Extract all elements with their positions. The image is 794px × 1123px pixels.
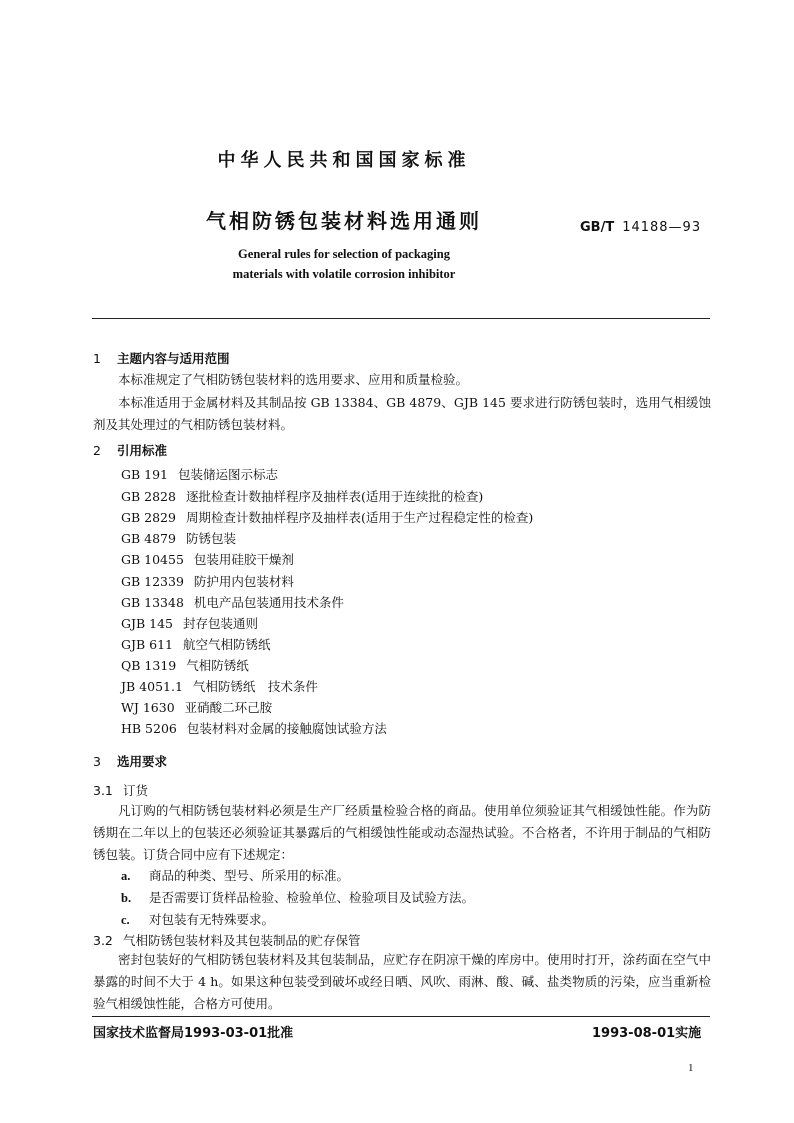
order-requirement-item: [121, 910, 274, 928]
reference-code: GB 2828: [121, 489, 176, 504]
section-1-number: 1: [93, 351, 101, 366]
reference-code: GB 4879: [121, 531, 176, 546]
reference-item: [121, 529, 236, 547]
reference-item: [121, 465, 278, 483]
subsection-3-2-para: 密封包装好的气相防锈包装材料及其包装制品，应贮存在阴凉干燥的库房中。使用时打开，涂药面在空气中暴露的时间不大于 4 h。如果这种包装受到破坏或经日晒、风吹、雨淋、酸、碱、盐类物质的污染，应当重新检验气相缓蚀性能，合格方可使用。: [93, 952, 711, 1011]
reference-title: 机电产品包装通用技术条件: [193, 595, 344, 610]
page-number: 1: [688, 1062, 694, 1074]
reference-item: [121, 614, 258, 632]
item-text: 对包装有无特殊要求。: [149, 912, 275, 927]
reference-code: GB 10455: [121, 552, 184, 567]
reference-title: 周期检查计数抽样程序及抽样表(适用于生产过程稳定性的检查): [185, 510, 534, 525]
reference-item: [121, 593, 344, 611]
reference-code: JB 4051.1: [121, 679, 183, 694]
standard-code-number: 14188—93: [622, 220, 702, 235]
section-3-heading: [93, 752, 167, 770]
english-title-line2: materials with volatile corrosion inhibitor: [232, 267, 456, 281]
section-1-title: 主题内容与适用范围: [117, 351, 230, 366]
reference-title: 气相防锈纸: [186, 658, 249, 673]
reference-item: [121, 550, 294, 568]
subsection-3-1-para: 凡订购的气相防锈包装材料必须是生产厂经质量检验合格的商品。使用单位须验证其气相缓蚀性能。作为防锈期在二年以上的包装还必须验证其暴露后的气相缓蚀性能或动态湿热试验。不合格者，不许用于制品的气相防锈包装。订货合同中应有下述规定：: [93, 803, 711, 862]
reference-title: 防锈包装: [185, 531, 236, 546]
reference-item: [121, 508, 533, 526]
reference-item: [121, 572, 294, 590]
reference-title: 航空气相防锈纸: [183, 637, 271, 652]
reference-title: 封存包装通则: [183, 616, 259, 631]
section-2-number: 2: [93, 443, 101, 458]
subsection-3-1-heading: [93, 781, 148, 799]
reference-title: 包装用硅胶干燥剂: [193, 552, 294, 567]
reference-item: [121, 677, 318, 695]
subsection-3-2-heading: [93, 931, 361, 949]
reference-item: [121, 656, 249, 674]
reference-title: 亚硝酸二环己胺: [184, 700, 273, 715]
section-3-number: 3: [93, 754, 101, 769]
reference-code: HB 5206: [121, 721, 177, 736]
reference-title: 气相防锈纸 技术条件: [192, 679, 318, 694]
subsection-3-2-title: 气相防锈包装材料及其包装制品的贮存保管: [123, 933, 361, 948]
reference-title: 防护用内包装材料: [193, 574, 294, 589]
subsection-3-1-title: 订货: [123, 783, 149, 798]
section-2-title: 引用标准: [117, 443, 168, 458]
document-title: 气相防锈包装材料选用通则: [206, 209, 482, 233]
standard-code-prefix: GB/T: [580, 220, 615, 235]
reference-code: GB 12339: [121, 574, 184, 589]
order-requirement-item: [121, 866, 349, 884]
item-text: 商品的种类、型号、所采用的标准。: [149, 868, 350, 883]
standard-code: [580, 220, 701, 235]
subsection-3-1-number: 3.1: [93, 783, 113, 798]
reference-item: [121, 698, 272, 716]
order-requirement-item: [121, 888, 474, 906]
section-1-para-1: 本标准规定了气相防锈包装材料的选用要求、应用和质量检验。: [118, 372, 469, 387]
footer-divider: [92, 1016, 710, 1017]
subsection-3-2-number: 3.2: [93, 933, 113, 948]
reference-code: QB 1319: [121, 658, 177, 673]
reference-code: WJ 1630: [121, 700, 175, 715]
reference-item: [121, 719, 387, 737]
reference-item: [121, 487, 483, 505]
reference-code: GB 2829: [121, 510, 176, 525]
english-title-line1: General rules for selection of packaging: [238, 247, 450, 261]
section-3-title: 选用要求: [117, 754, 168, 769]
reference-item: [121, 635, 271, 653]
item-letter: a.: [121, 869, 131, 883]
section-1-para-2: 本标准适用于金属材料及其制品按 GB 13384、GB 4879、GJB 145 要求进行防锈包装时，选用气相缓蚀剂及其处理过的气相防锈包装材料。: [93, 395, 711, 432]
national-standard-heading: 中华人民共和国国家标准: [217, 150, 471, 171]
reference-title: 包装储运图示标志: [178, 467, 279, 482]
implementation-line: 1993-08-01实施: [592, 1026, 702, 1041]
item-letter: c.: [121, 913, 130, 927]
reference-title: 逐批检查计数抽样程序及抽样表(适用于连续批的检查): [185, 489, 484, 504]
header-divider: [92, 318, 710, 319]
reference-title: 包装材料对金属的接触腐蚀试验方法: [186, 721, 387, 736]
reference-code: GJB 145: [121, 616, 174, 631]
section-1-heading: [93, 349, 230, 367]
reference-code: GB 191: [121, 467, 169, 482]
section-2-heading: [93, 441, 167, 459]
reference-code: GB 13348: [121, 595, 184, 610]
item-letter: b.: [121, 891, 132, 905]
reference-code: GJB 611: [121, 637, 174, 652]
approval-line: 国家技术监督局1993-03-01批准: [93, 1026, 294, 1041]
item-text: 是否需要订货样品检验、检验单位、检验项目及试验方法。: [149, 890, 475, 905]
